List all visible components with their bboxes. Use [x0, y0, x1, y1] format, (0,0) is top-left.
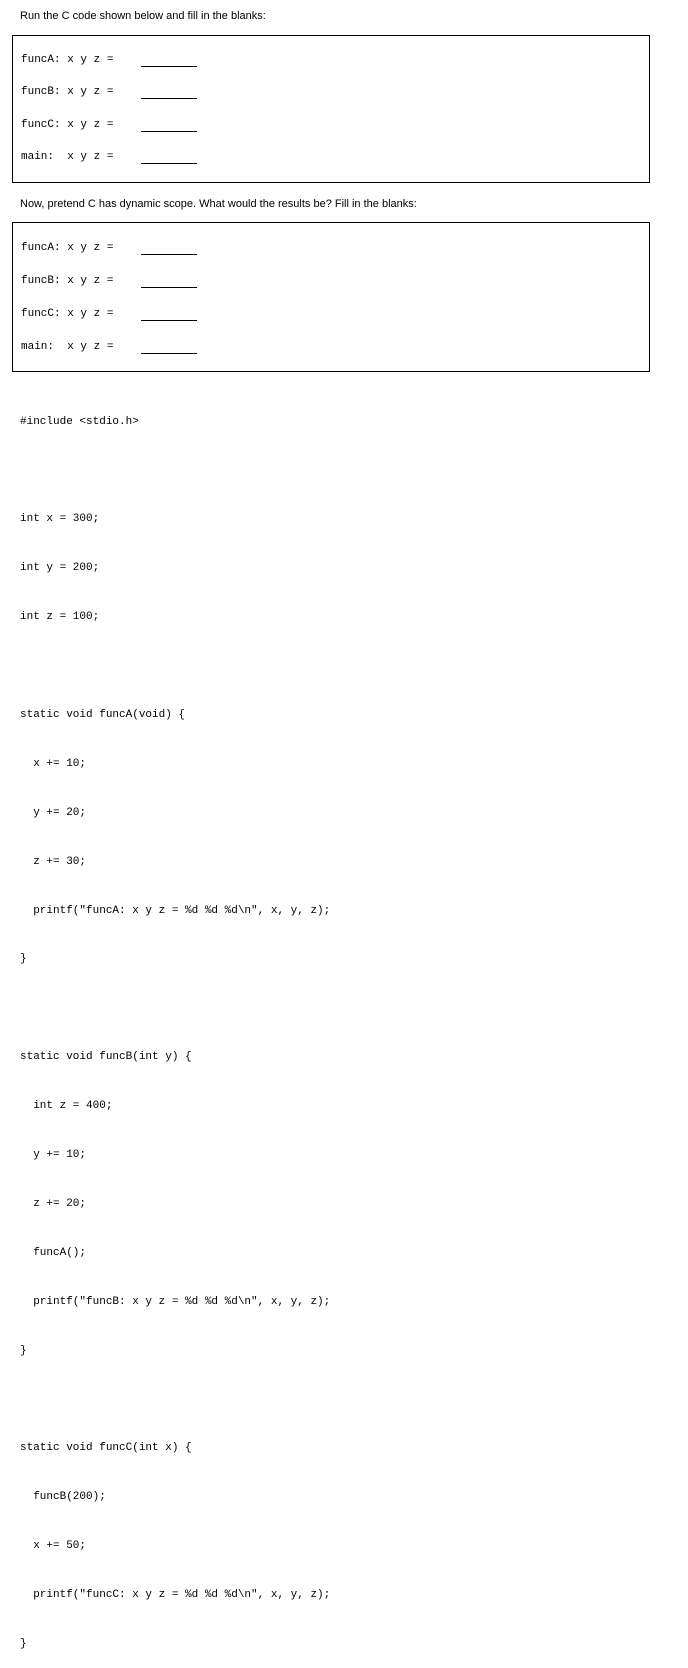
- code-line: }: [20, 1344, 27, 1357]
- blank-main[interactable]: [141, 343, 197, 354]
- blank-main[interactable]: [141, 153, 197, 164]
- code-line: [20, 1000, 330, 1016]
- code-listing: [20, 381, 330, 1668]
- answer-row-main: main: x y z =: [21, 151, 114, 163]
- code-line: [20, 462, 330, 478]
- code-line: static void funcB(int y) {: [20, 1051, 192, 1064]
- code-line: }: [20, 953, 27, 966]
- code-line: int z = 100;: [20, 611, 100, 624]
- code-line: funcB(200);: [20, 1491, 106, 1504]
- code-line: }: [20, 1637, 27, 1650]
- code-line: y += 20;: [20, 806, 87, 819]
- dynamic-scope-answer-box: [12, 222, 650, 372]
- blank-funcA[interactable]: [141, 244, 197, 255]
- code-line: int z = 400;: [20, 1100, 113, 1113]
- code-line: funcA();: [20, 1246, 87, 1259]
- answer-row-funcB: funcB: x y z =: [21, 86, 114, 98]
- code-line: [20, 1391, 330, 1407]
- answer-row-funcC: funcC: x y z =: [21, 119, 114, 131]
- blank-funcB[interactable]: [141, 277, 197, 288]
- code-line: printf("funcA: x y z = %d %d %d\n", x, y, z);: [20, 904, 331, 917]
- code-line: [20, 658, 330, 674]
- code-line: y += 10;: [20, 1148, 87, 1161]
- code-line: printf("funcC: x y z = %d %d %d\n", x, y, z);: [20, 1588, 331, 1601]
- answer-row-funcB: funcB: x y z =: [21, 275, 114, 287]
- blank-funcC[interactable]: [141, 121, 197, 132]
- answer-row-funcC: funcC: x y z =: [21, 308, 114, 320]
- code-line: static void funcC(int x) {: [20, 1442, 192, 1455]
- code-line: z += 20;: [20, 1197, 87, 1210]
- code-line: int x = 300;: [20, 513, 100, 526]
- blank-funcA[interactable]: [141, 56, 197, 67]
- answer-row-main: main: x y z =: [21, 341, 114, 353]
- instructions-static: Run the C code shown below and fill in the blanks:: [20, 10, 266, 22]
- code-line: printf("funcB: x y z = %d %d %d\n", x, y, z);: [20, 1295, 331, 1308]
- code-line: static void funcA(void) {: [20, 708, 186, 721]
- code-line: z += 30;: [20, 855, 87, 868]
- answer-row-funcA: funcA: x y z =: [21, 54, 114, 66]
- code-line: #include <stdio.h>: [20, 415, 139, 428]
- blank-funcC[interactable]: [141, 310, 197, 321]
- code-line: x += 50;: [20, 1540, 87, 1553]
- answer-row-funcA: funcA: x y z =: [21, 242, 114, 254]
- static-scope-answer-box: [12, 35, 650, 183]
- blank-funcB[interactable]: [141, 88, 197, 99]
- code-line: int y = 200;: [20, 562, 100, 575]
- instructions-dynamic: Now, pretend C has dynamic scope. What would the results be? Fill in the blanks:: [20, 198, 417, 210]
- code-line: x += 10;: [20, 757, 87, 770]
